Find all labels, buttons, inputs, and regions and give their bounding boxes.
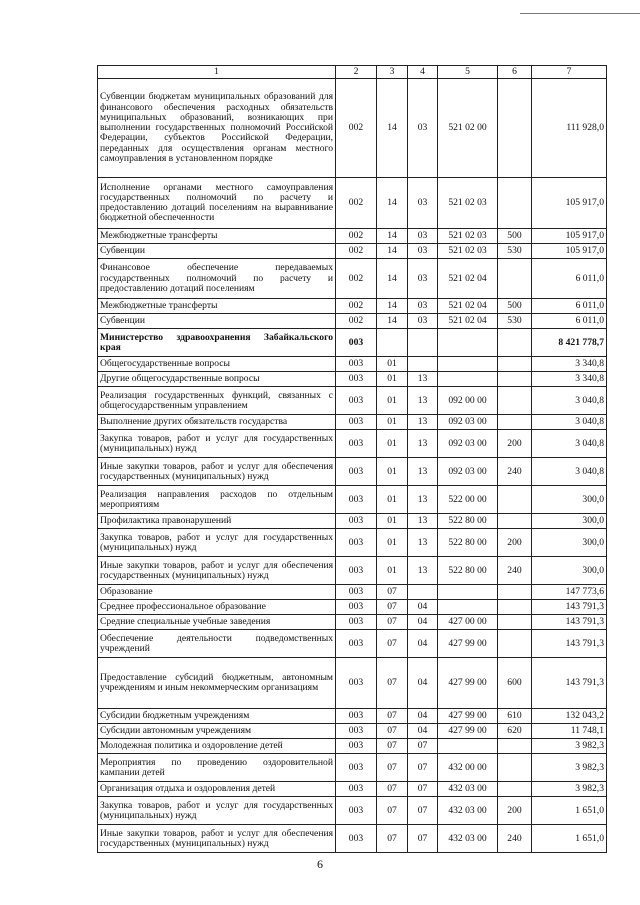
amount-cell: 147 773,6 — [532, 585, 607, 600]
expense-type-cell: 610 — [498, 709, 532, 724]
subsection-code-cell — [408, 357, 438, 372]
section-code-cell: 01 — [377, 372, 408, 387]
target-article-cell: 522 80 00 — [438, 557, 498, 585]
row-name-cell: Субсидии автономным учреждениям — [98, 724, 336, 739]
table-row — [98, 615, 607, 630]
subsection-code-cell: 13 — [408, 458, 438, 486]
expense-type-cell — [498, 754, 532, 782]
target-article-cell — [438, 329, 498, 357]
row-name-cell: Иные закупки товаров, работ и услуг для обеспечения государственных (муниципальных) нужд — [98, 557, 336, 585]
target-article-cell: 521 02 03 — [438, 229, 498, 244]
subsection-code-cell: 04 — [408, 709, 438, 724]
target-article-cell: 521 02 03 — [438, 244, 498, 259]
expense-type-cell — [498, 630, 532, 658]
ministry-code-cell: 003 — [336, 600, 377, 615]
table-row — [98, 709, 607, 724]
ministry-code-cell: 003 — [336, 529, 377, 557]
table-row — [98, 458, 607, 486]
section-code-cell — [377, 329, 408, 357]
expense-type-cell — [498, 259, 532, 299]
table-row — [98, 229, 607, 244]
row-name-cell: Реализация государственных функций, связанных с общегосударственным управлением — [98, 387, 336, 415]
subsection-code-cell: 07 — [408, 782, 438, 797]
subsection-code-cell: 13 — [408, 514, 438, 529]
row-name-cell: Образование — [98, 585, 336, 600]
expense-type-cell — [498, 372, 532, 387]
ministry-code-cell: 003 — [336, 387, 377, 415]
ministry-code-cell: 002 — [336, 178, 377, 229]
table-row — [98, 178, 607, 229]
expense-type-cell — [498, 486, 532, 514]
section-code-cell: 01 — [377, 415, 408, 430]
row-name-cell: Межбюджетные трансферты — [98, 229, 336, 244]
expense-type-cell — [498, 178, 532, 229]
ministry-code-cell: 003 — [336, 585, 377, 600]
table-row — [98, 357, 607, 372]
target-article-cell: 522 80 00 — [438, 514, 498, 529]
target-article-cell: 432 00 00 — [438, 754, 498, 782]
table-header-row — [98, 66, 607, 79]
subsection-code-cell: 03 — [408, 314, 438, 329]
target-article-cell: 427 99 00 — [438, 658, 498, 709]
row-name-cell: Финансовое обеспечение передаваемых государственных полномочий по расчету и предоставлению дотаций поселениям — [98, 259, 336, 299]
header-cell: 6 — [498, 66, 532, 79]
subsection-code-cell: 13 — [408, 557, 438, 585]
expense-type-cell: 530 — [498, 244, 532, 259]
table-row — [98, 259, 607, 299]
budget-table — [97, 65, 607, 853]
ministry-code-cell: 003 — [336, 797, 377, 825]
amount-cell: 105 917,0 — [532, 244, 607, 259]
row-name-cell: Молодежная политика и оздоровление детей — [98, 739, 336, 754]
section-code-cell: 01 — [377, 557, 408, 585]
row-name-cell: Субвенции бюджетам муниципальных образований для финансового обеспечения расходных обязательств муниципальных образований, возникающих при выполнении государственных полномочий Российской Федерации, субъектов Российской Федерации, переданных для осуществления органам местного самоуправления в установленном порядке — [98, 79, 336, 178]
table-row — [98, 415, 607, 430]
amount-cell: 1 651,0 — [532, 825, 607, 853]
ministry-code-cell: 002 — [336, 259, 377, 299]
ministry-code-cell: 002 — [336, 229, 377, 244]
section-code-cell: 07 — [377, 630, 408, 658]
section-code-cell: 07 — [377, 782, 408, 797]
section-code-cell: 01 — [377, 514, 408, 529]
target-article-cell: 092 03 00 — [438, 458, 498, 486]
table-row — [98, 244, 607, 259]
subsection-code-cell: 07 — [408, 825, 438, 853]
table-row — [98, 299, 607, 314]
subsection-code-cell: 04 — [408, 600, 438, 615]
header-cell: 7 — [532, 66, 607, 79]
row-name-cell: Предоставление субсидий бюджетным, автономным учреждениям и иным некоммерческим организациям — [98, 658, 336, 709]
amount-cell: 6 011,0 — [532, 314, 607, 329]
expense-type-cell: 240 — [498, 557, 532, 585]
ministry-code-cell: 003 — [336, 630, 377, 658]
row-name-cell: Организация отдыха и оздоровления детей — [98, 782, 336, 797]
expense-type-cell: 200 — [498, 797, 532, 825]
table-row — [98, 754, 607, 782]
ministry-code-cell: 002 — [336, 244, 377, 259]
table-row — [98, 329, 607, 357]
ministry-code-cell: 003 — [336, 486, 377, 514]
section-code-cell: 14 — [377, 299, 408, 314]
section-code-cell: 07 — [377, 658, 408, 709]
subsection-code-cell: 03 — [408, 299, 438, 314]
amount-cell: 3 982,3 — [532, 782, 607, 797]
section-code-cell: 01 — [377, 529, 408, 557]
table-row — [98, 514, 607, 529]
expense-type-cell — [498, 387, 532, 415]
row-name-cell: Среднее профессиональное образование — [98, 600, 336, 615]
expense-type-cell — [498, 329, 532, 357]
expense-type-cell — [498, 357, 532, 372]
target-article-cell: 521 02 03 — [438, 178, 498, 229]
section-code-cell: 07 — [377, 615, 408, 630]
target-article-cell: 092 03 00 — [438, 415, 498, 430]
section-code-cell: 07 — [377, 797, 408, 825]
target-article-cell: 427 00 00 — [438, 615, 498, 630]
section-code-cell: 14 — [377, 259, 408, 299]
expense-type-cell — [498, 600, 532, 615]
expense-type-cell — [498, 739, 532, 754]
amount-cell: 8 421 778,7 — [532, 329, 607, 357]
amount-cell: 3 982,3 — [532, 739, 607, 754]
section-code-cell: 14 — [377, 178, 408, 229]
table-row — [98, 739, 607, 754]
section-code-cell: 07 — [377, 754, 408, 782]
ministry-code-cell: 003 — [336, 415, 377, 430]
amount-cell: 3 040,8 — [532, 430, 607, 458]
expense-type-cell: 200 — [498, 430, 532, 458]
ministry-code-cell: 003 — [336, 782, 377, 797]
row-name-cell: Средние специальные учебные заведения — [98, 615, 336, 630]
subsection-code-cell: 03 — [408, 259, 438, 299]
ministry-code-cell: 003 — [336, 514, 377, 529]
expense-type-cell — [498, 585, 532, 600]
section-code-cell: 14 — [377, 229, 408, 244]
target-article-cell: 521 02 04 — [438, 259, 498, 299]
subsection-code-cell: 07 — [408, 797, 438, 825]
expense-type-cell: 240 — [498, 825, 532, 853]
target-article-cell: 522 80 00 — [438, 529, 498, 557]
table-row — [98, 600, 607, 615]
subsection-code-cell: 04 — [408, 724, 438, 739]
row-name-cell: Межбюджетные трансферты — [98, 299, 336, 314]
amount-cell: 11 748,1 — [532, 724, 607, 739]
row-name-cell: Иные закупки товаров, работ и услуг для обеспечения государственных (муниципальных) нужд — [98, 458, 336, 486]
table-row — [98, 372, 607, 387]
table-row — [98, 797, 607, 825]
subsection-code-cell: 04 — [408, 658, 438, 709]
target-article-cell — [438, 585, 498, 600]
amount-cell: 3 040,8 — [532, 387, 607, 415]
subsection-code-cell: 03 — [408, 79, 438, 178]
row-name-cell: Закупка товаров, работ и услуг для государственных (муниципальных) нужд — [98, 797, 336, 825]
row-name-cell: Закупка товаров, работ и услуг для государственных (муниципальных) нужд — [98, 430, 336, 458]
section-code-cell: 14 — [377, 79, 408, 178]
table-row — [98, 782, 607, 797]
amount-cell: 111 928,0 — [532, 79, 607, 178]
section-code-cell: 01 — [377, 387, 408, 415]
row-name-cell: Иные закупки товаров, работ и услуг для обеспечения государственных (муниципальных) нужд — [98, 825, 336, 853]
amount-cell: 6 011,0 — [532, 259, 607, 299]
target-article-cell: 432 03 00 — [438, 825, 498, 853]
table-row — [98, 529, 607, 557]
subsection-code-cell: 07 — [408, 754, 438, 782]
ministry-code-cell: 002 — [336, 79, 377, 178]
target-article-cell: 522 00 00 — [438, 486, 498, 514]
target-article-cell: 432 03 00 — [438, 797, 498, 825]
header-cell: 1 — [98, 66, 336, 79]
row-name-cell: Реализация направления расходов по отдельным мероприятиям — [98, 486, 336, 514]
expense-type-cell: 600 — [498, 658, 532, 709]
row-name-cell: Исполнение органами местного самоуправления государственных полномочий по расчету и предоставлению дотаций поселениям на выравнивание бюджетной обеспеченности — [98, 178, 336, 229]
row-name-cell: Другие общегосударственные вопросы — [98, 372, 336, 387]
table-row — [98, 585, 607, 600]
ministry-code-cell: 003 — [336, 658, 377, 709]
amount-cell: 3 340,8 — [532, 357, 607, 372]
subsection-code-cell: 13 — [408, 387, 438, 415]
row-name-cell: Субвенции — [98, 244, 336, 259]
subsection-code-cell: 13 — [408, 415, 438, 430]
amount-cell: 300,0 — [532, 529, 607, 557]
section-code-cell: 07 — [377, 825, 408, 853]
target-article-cell: 427 99 00 — [438, 630, 498, 658]
amount-cell: 143 791,3 — [532, 658, 607, 709]
section-code-cell: 07 — [377, 600, 408, 615]
row-name-cell: Профилактика правонарушений — [98, 514, 336, 529]
expense-type-cell: 200 — [498, 529, 532, 557]
ministry-code-cell: 002 — [336, 299, 377, 314]
subsection-code-cell: 03 — [408, 229, 438, 244]
amount-cell: 3 040,8 — [532, 458, 607, 486]
subsection-code-cell: 13 — [408, 372, 438, 387]
row-name-cell: Обеспечение деятельности подведомственных учреждений — [98, 630, 336, 658]
row-name-cell: Субвенции — [98, 314, 336, 329]
section-code-cell: 01 — [377, 458, 408, 486]
amount-cell: 300,0 — [532, 514, 607, 529]
table-row — [98, 724, 607, 739]
subsection-code-cell — [408, 329, 438, 357]
section-code-cell: 07 — [377, 724, 408, 739]
expense-type-cell — [498, 415, 532, 430]
expense-type-cell: 620 — [498, 724, 532, 739]
amount-cell: 1 651,0 — [532, 797, 607, 825]
amount-cell: 143 791,3 — [532, 630, 607, 658]
amount-cell: 3 040,8 — [532, 415, 607, 430]
target-article-cell: 521 02 04 — [438, 299, 498, 314]
ministry-code-cell: 003 — [336, 557, 377, 585]
ministry-code-cell: 003 — [336, 724, 377, 739]
ministry-code-cell: 002 — [336, 314, 377, 329]
amount-cell: 143 791,3 — [532, 600, 607, 615]
header-cell: 3 — [377, 66, 408, 79]
amount-cell: 105 917,0 — [532, 178, 607, 229]
top-rule — [520, 13, 640, 14]
header-cell: 2 — [336, 66, 377, 79]
subsection-code-cell: 04 — [408, 615, 438, 630]
expense-type-cell: 500 — [498, 229, 532, 244]
amount-cell: 143 791,3 — [532, 615, 607, 630]
amount-cell: 300,0 — [532, 486, 607, 514]
amount-cell: 105 917,0 — [532, 229, 607, 244]
section-code-cell: 07 — [377, 709, 408, 724]
row-name-cell: Выполнение других обязательств государства — [98, 415, 336, 430]
ministry-code-cell: 003 — [336, 825, 377, 853]
subsection-code-cell: 13 — [408, 486, 438, 514]
amount-cell: 300,0 — [532, 557, 607, 585]
expense-type-cell: 530 — [498, 314, 532, 329]
amount-cell: 3 982,3 — [532, 754, 607, 782]
subsection-code-cell: 03 — [408, 244, 438, 259]
subsection-code-cell: 13 — [408, 430, 438, 458]
target-article-cell: 521 02 04 — [438, 314, 498, 329]
table-row — [98, 825, 607, 853]
table-row — [98, 387, 607, 415]
section-code-cell: 07 — [377, 739, 408, 754]
table-row — [98, 79, 607, 178]
amount-cell: 3 340,8 — [532, 372, 607, 387]
subsection-code-cell: 04 — [408, 630, 438, 658]
section-code-cell: 01 — [377, 357, 408, 372]
ministry-code-cell: 003 — [336, 709, 377, 724]
section-code-cell: 14 — [377, 244, 408, 259]
expense-type-cell — [498, 79, 532, 178]
header-cell: 4 — [408, 66, 438, 79]
ministry-code-cell: 003 — [336, 458, 377, 486]
table-row — [98, 557, 607, 585]
ministry-code-cell: 003 — [336, 372, 377, 387]
expense-type-cell: 500 — [498, 299, 532, 314]
target-article-cell — [438, 739, 498, 754]
row-name-cell: Мероприятия по проведению оздоровительной кампании детей — [98, 754, 336, 782]
table-row — [98, 630, 607, 658]
expense-type-cell — [498, 782, 532, 797]
table-row — [98, 314, 607, 329]
ministry-code-cell: 003 — [336, 615, 377, 630]
subsection-code-cell — [408, 585, 438, 600]
table-row — [98, 658, 607, 709]
section-code-cell: 01 — [377, 486, 408, 514]
ministry-code-cell: 003 — [336, 754, 377, 782]
target-article-cell: 521 02 00 — [438, 79, 498, 178]
table-row — [98, 430, 607, 458]
page-number: 6 — [317, 857, 323, 871]
target-article-cell — [438, 357, 498, 372]
target-article-cell — [438, 372, 498, 387]
expense-type-cell: 240 — [498, 458, 532, 486]
amount-cell: 132 043,2 — [532, 709, 607, 724]
section-code-cell: 14 — [377, 314, 408, 329]
target-article-cell: 092 00 00 — [438, 387, 498, 415]
subsection-code-cell: 03 — [408, 178, 438, 229]
amount-cell: 6 011,0 — [532, 299, 607, 314]
expense-type-cell — [498, 615, 532, 630]
table-row — [98, 486, 607, 514]
target-article-cell — [438, 600, 498, 615]
expense-type-cell — [498, 514, 532, 529]
section-code-cell: 01 — [377, 430, 408, 458]
target-article-cell: 092 03 00 — [438, 430, 498, 458]
subsection-code-cell: 13 — [408, 529, 438, 557]
target-article-cell: 427 99 00 — [438, 724, 498, 739]
row-name-cell: Общегосударственные вопросы — [98, 357, 336, 372]
ministry-code-cell: 003 — [336, 357, 377, 372]
target-article-cell: 427 99 00 — [438, 709, 498, 724]
section-code-cell: 07 — [377, 585, 408, 600]
header-cell: 5 — [438, 66, 498, 79]
target-article-cell: 432 03 00 — [438, 782, 498, 797]
row-name-cell: Закупка товаров, работ и услуг для государственных (муниципальных) нужд — [98, 529, 336, 557]
row-name-cell: Субсидии бюджетным учреждениям — [98, 709, 336, 724]
ministry-code-cell: 003 — [336, 739, 377, 754]
row-name-cell: Министерство здравоохранения Забайкальского края — [98, 329, 336, 357]
ministry-code-cell: 003 — [336, 329, 377, 357]
ministry-code-cell: 003 — [336, 430, 377, 458]
subsection-code-cell: 07 — [408, 739, 438, 754]
